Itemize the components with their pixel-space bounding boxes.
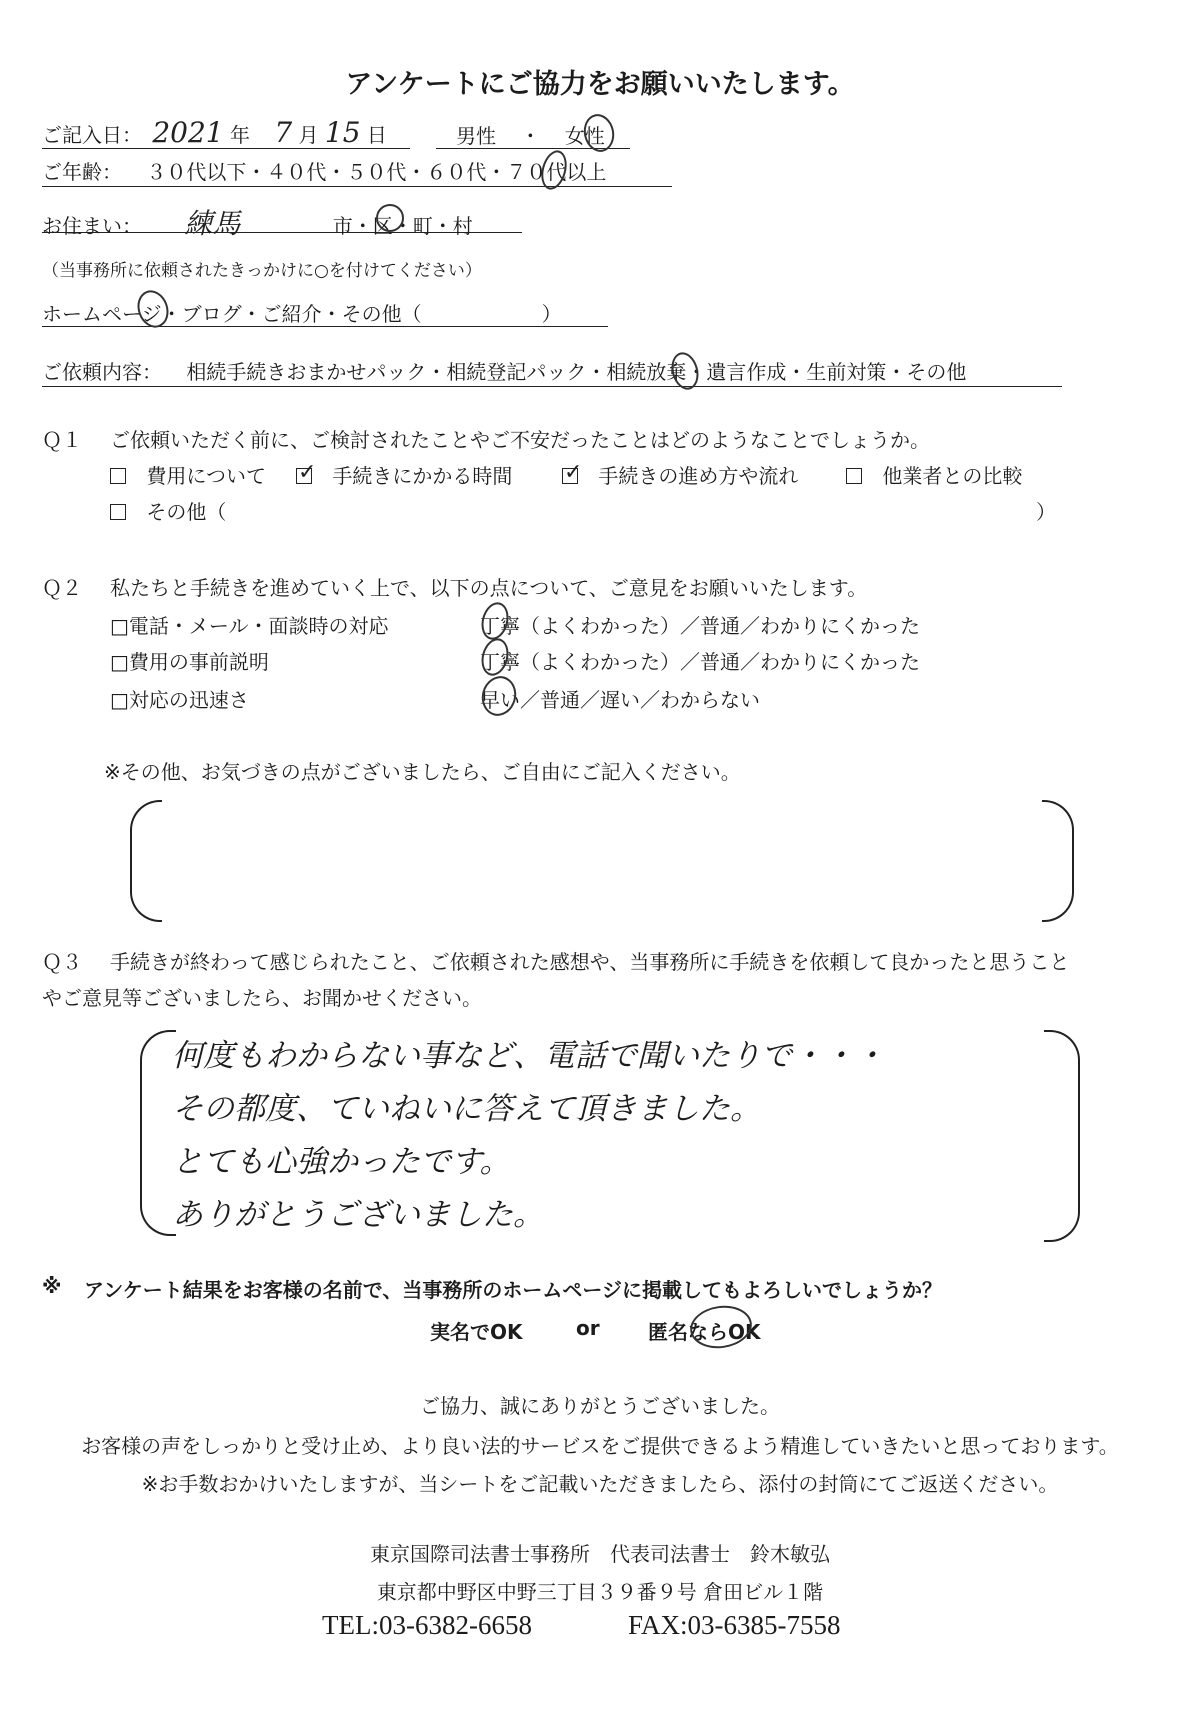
- q1-question: ご依頼いただく前に、ご検討されたことやご不安だったことはどのようなことでしょうか。: [110, 428, 930, 452]
- q1-option-label: 手続きにかかる時間: [332, 464, 513, 488]
- answer-bracket-right: [1044, 1030, 1080, 1242]
- q3-number: Ｑ３: [42, 950, 82, 974]
- q2-row-scale: 丁寧（よくわかった）／普通／わかりにくかった: [480, 614, 920, 638]
- closing-thanks: ご協力、誠にありがとうございました。: [420, 1394, 780, 1418]
- q2-question: 私たちと手続きを進めていく上で、以下の点について、ご意見をお願いいたします。: [110, 576, 868, 600]
- age-row: [42, 156, 672, 187]
- publish-option-real[interactable]: 実名でOK: [430, 1320, 523, 1344]
- request-row: [42, 356, 1062, 387]
- q3-question-line1: 手続きが終わって感じられたこと、ご依頼された感想や、当事務所に手続きを依頼して良かったと思うこと: [110, 950, 1070, 974]
- request-label: ご依頼内容：: [42, 360, 162, 384]
- q3-answer: [172, 1030, 885, 1242]
- check-mark-icon: ✓: [298, 460, 317, 485]
- date-month: 7: [274, 116, 293, 149]
- q2-row-label: □電話・メール・面談時の対応: [110, 614, 389, 638]
- selection-circle-residence: [376, 204, 404, 232]
- q2-row-label: □対応の迅速さ: [110, 688, 249, 712]
- answer-bracket-left: [140, 1030, 176, 1236]
- closing-line3: ※お手数おかけいたしますが、当シートをご記載いただきましたら、添付の封筒にてご返送ください。: [141, 1472, 1059, 1496]
- free-comment-bracket-left: [130, 800, 162, 922]
- q2-row-label: □費用の事前説明: [110, 650, 269, 674]
- trigger-options: ホームページ・ブログ・ご紹介・その他（ ）: [42, 298, 608, 327]
- trigger-note: （当事務所に依頼されたきっかけに○を付けてください）: [42, 261, 482, 281]
- gender-male: 男性: [456, 124, 496, 148]
- answer-line: とても心強かったです。: [172, 1144, 511, 1180]
- publish-option-anon[interactable]: 匿名ならOK: [648, 1320, 761, 1344]
- residence-value: 練馬: [184, 207, 241, 240]
- publish-mark: ※: [42, 1274, 62, 1298]
- date-day-unit: 日: [366, 123, 387, 147]
- q1-option-label: 他業者との比較: [882, 464, 1023, 488]
- residence-label: お住まい：: [42, 214, 142, 238]
- q1-option-other: [110, 496, 226, 525]
- page-title: アンケートにご協力をお願いいたします。: [345, 69, 855, 100]
- checkbox-process[interactable]: [562, 460, 583, 485]
- q1-other-close: ）: [1036, 500, 1056, 524]
- date-year-unit: 年: [229, 123, 250, 147]
- q1-option-label: 費用について: [146, 464, 266, 488]
- q2-number: Ｑ２: [42, 576, 82, 600]
- q2-row-scale: 早い／普通／遅い／わからない: [480, 688, 760, 712]
- checkbox-other[interactable]: [110, 504, 126, 520]
- answer-line: その都度、ていねいに答えて頂きました。: [172, 1091, 761, 1127]
- q2-row-scale: 丁寧（よくわかった）／普通／わかりにくかった: [480, 650, 920, 674]
- q1-option-label: 手続きの進め方や流れ: [598, 464, 799, 488]
- age-options: ３０代以下・４０代・５０代・６０代・７０代以上: [146, 160, 607, 184]
- office-name: 東京国際司法書士事務所 代表司法書士 鈴木敏弘: [370, 1542, 830, 1566]
- date-year: 2021: [152, 116, 224, 149]
- q1-option-process: [562, 460, 798, 489]
- q1-option-compare: [846, 460, 1022, 489]
- residence-row: [42, 202, 522, 240]
- gender-female: 女性: [564, 124, 605, 148]
- date-month-unit: 月: [298, 123, 319, 147]
- q3-question-line2: やご意見等ございましたら、お聞かせください。: [42, 986, 482, 1010]
- residence-options: 市・区・町・村: [332, 214, 473, 238]
- closing-line2: お客様の声をしっかりと受け止め、より良い法的サービスをご提供できるよう精進していきたいと思っております。: [81, 1434, 1119, 1458]
- q2-free-prompt: ※その他、お気づきの点がございましたら、ご自由にご記入ください。: [104, 760, 741, 784]
- answer-line: ありがとうございました。: [172, 1197, 544, 1233]
- date-row: [42, 116, 410, 149]
- date-label: ご記入日：: [42, 123, 142, 147]
- checkbox-time[interactable]: [296, 460, 317, 485]
- answer-line: 何度もわからない事など、電話で聞いたりで・・・: [172, 1038, 885, 1074]
- date-day: 15: [324, 116, 361, 149]
- publish-or: or: [576, 1316, 600, 1340]
- q1-option-label: その他（: [146, 500, 227, 524]
- free-comment-bracket-right: [1042, 800, 1074, 922]
- q1-option-cost: [110, 460, 266, 489]
- checkbox-compare[interactable]: [846, 468, 862, 484]
- age-label: ご年齢：: [42, 160, 122, 184]
- q1-option-time: [296, 460, 512, 489]
- office-address: 東京都中野区中野三丁目３９番９号 倉田ビル１階: [376, 1580, 824, 1604]
- check-mark-icon: ✓: [564, 460, 583, 485]
- office-tel: TEL:03-6382-6658: [322, 1610, 532, 1640]
- gender-sep: ・: [520, 124, 541, 148]
- office-fax: FAX:03-6385-7558: [628, 1610, 841, 1640]
- request-options: 相続手続きおまかせパック・相続登記パック・相続放棄・遺言作成・生前対策・その他: [186, 360, 967, 384]
- publish-question: アンケート結果をお客様の名前で、当事務所のホームページに掲載してもよろしいでしょうか？: [84, 1278, 942, 1302]
- q1-number: Ｑ１: [42, 428, 82, 452]
- checkbox-cost[interactable]: [110, 468, 126, 484]
